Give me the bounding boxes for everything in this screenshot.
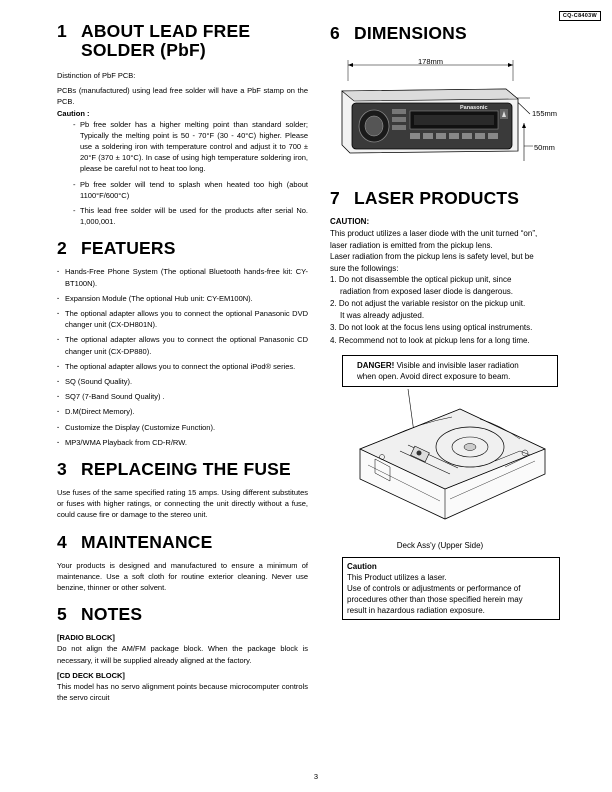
list-item: · The optional adapter allows you to connect the optional Panasonic DVD changer unit (CX-DH801N). <box>57 308 308 330</box>
list-item: - Pb free solder will tend to splash when heated too high (about 1100°F/600°C) <box>73 179 308 201</box>
section-laser <box>330 189 570 620</box>
section-dimensions <box>330 24 570 161</box>
deck-assembly-figure <box>330 389 570 539</box>
list-item: · MP3/WMA Playback from CD-R/RW. <box>57 437 308 448</box>
caution-label: Caution : <box>57 108 90 118</box>
model-number-tag: CQ-C8403W <box>559 11 601 21</box>
list-item: · The optional adapter allows you to connect the optional iPod® series. <box>57 361 308 372</box>
section-2-heading: 2 FEATUERS <box>57 238 176 259</box>
deck-caption: Deck Ass'y (Upper Side) <box>396 541 484 550</box>
danger-label: DANGER! <box>357 361 395 370</box>
radio-block-label: [RADIO BLOCK] <box>57 633 115 643</box>
section-lead-free <box>57 22 308 227</box>
dimensions-figure <box>330 51 570 161</box>
pbf-paragraph: PCBs (manufactured) using lead free solder will have a PbF stamp on the PCB. <box>57 86 308 107</box>
list-item: · SQ7 (7-Band Sound Quality) . <box>57 391 308 402</box>
section-7-heading: 7 LASER PRODUCTS <box>330 188 520 208</box>
list-item: 1. Do not disassemble the optical pickup unit, since radiation from exposed laser diode is dangerous. <box>330 275 513 296</box>
right-column <box>330 24 570 620</box>
width-dimension-label: 178mm <box>418 57 444 66</box>
laser-caution-label: CAUTION: <box>330 217 370 226</box>
section-1-title-line2: SOLDER (PbF) <box>81 40 206 60</box>
cd-deck-block-text: This model has no servo alignment points because microcomputer controls the servo circuit <box>57 681 308 702</box>
brand-logo-text: Panasonic <box>460 105 488 111</box>
list-item: - This lead free solder will be used for the products after serial No. 1,000,001. <box>73 205 308 227</box>
list-item: 2. Do not adjust the variable resistor on the pickup unit. It was already adjusted. <box>330 299 526 320</box>
fuse-paragraph: Use fuses of the same specified rating 15 amps. Using different substitutes or fuses with higher ratings, or connecting the unit directly without a fuse, could cause fire or damage to the stereo unit. <box>57 488 308 520</box>
list-item: · Expansion Module (The optional Hub unit: CY-EM100N). <box>57 293 308 304</box>
cd-deck-block-label: [CD DECK BLOCK] <box>57 670 125 680</box>
list-item: · Hands-Free Phone System (The optional Bluetooth hands-free kit: CY-BT100N). <box>57 266 308 288</box>
list-item: 3. Do not look at the focus lens using optical instruments. <box>330 323 533 332</box>
list-item: · Customize the Display (Customize Function). <box>57 422 308 433</box>
section-fuse <box>57 460 308 521</box>
list-item: 4. Recommend not to look at pickup lens for a long time. <box>330 335 530 345</box>
page-number: 3 <box>313 772 319 781</box>
list-item: · D.M(Direct Memory). <box>57 406 308 417</box>
pbf-intro: Distinction of PbF PCB: <box>57 71 136 80</box>
left-column <box>57 22 308 707</box>
deck-assembly-illustration <box>330 389 570 539</box>
section-6-heading: 6 DIMENSIONS <box>330 23 467 43</box>
laser-precautions-list <box>330 274 570 346</box>
danger-warning-box: DANGER! Visible and invisible laser radiation when open. Avoid direct exposure to beam. <box>342 355 558 387</box>
section-1-heading: 1 ABOUT LEAD FREE SOLDER (PbF) <box>57 21 251 60</box>
depth-dimension-label: 155mm <box>532 109 558 118</box>
radio-block-text: Do not align the AM/FM package block. When the package block is necessary, it will be supplied already aligned at the factory. <box>57 644 308 665</box>
section-3-heading: 3 REPLACEING THE FUSE <box>57 459 291 480</box>
maintenance-paragraph: Your products is designed and manufactured to ensure a minimum of maintenance. Use a soft cloth for routine exterior cleaning. Never use benzine, thinner or other solvent. <box>57 560 308 593</box>
section-5-heading: 5 NOTES <box>57 604 143 625</box>
list-item: · SQ (Sound Quality). <box>57 376 308 387</box>
list-item: - Pb free solder has a higher melting point than standard solder; Typically the melting point is 50 - 70°F (30 - 40°C) higher. Please use a soldering iron with temperature control and adjust it to 700 ± 20°F (370 ± 10°C). In case of using high temperature soldering iron, please be careful not to heat too long. <box>73 119 308 175</box>
height-dimension-label: 50mm <box>534 143 555 152</box>
features-list <box>57 266 308 448</box>
section-features <box>57 239 308 448</box>
section-1-title-line1: ABOUT LEAD FREE <box>81 21 251 41</box>
section-maintenance <box>57 533 308 594</box>
laser-caution-box: Caution This Product utilizes a laser. Use of controls or adjustments or performance of procedures other than those specified herein may result in hazardous radiation exposure. <box>342 557 560 620</box>
list-item: · The optional adapter allows you to connect the optional Panasonic CD changer unit (CX-DP880). <box>57 334 308 356</box>
lead-free-caution-list <box>73 119 308 228</box>
section-4-heading: 4 MAINTENANCE <box>57 531 213 552</box>
section-notes <box>57 605 308 703</box>
laser-intro: This product utilizes a laser diode with the unit turned “on”, laser radiation is emitted from the pickup lens. Laser radiation from the pickup lens is safety level, but be sure the followings: <box>330 229 538 273</box>
